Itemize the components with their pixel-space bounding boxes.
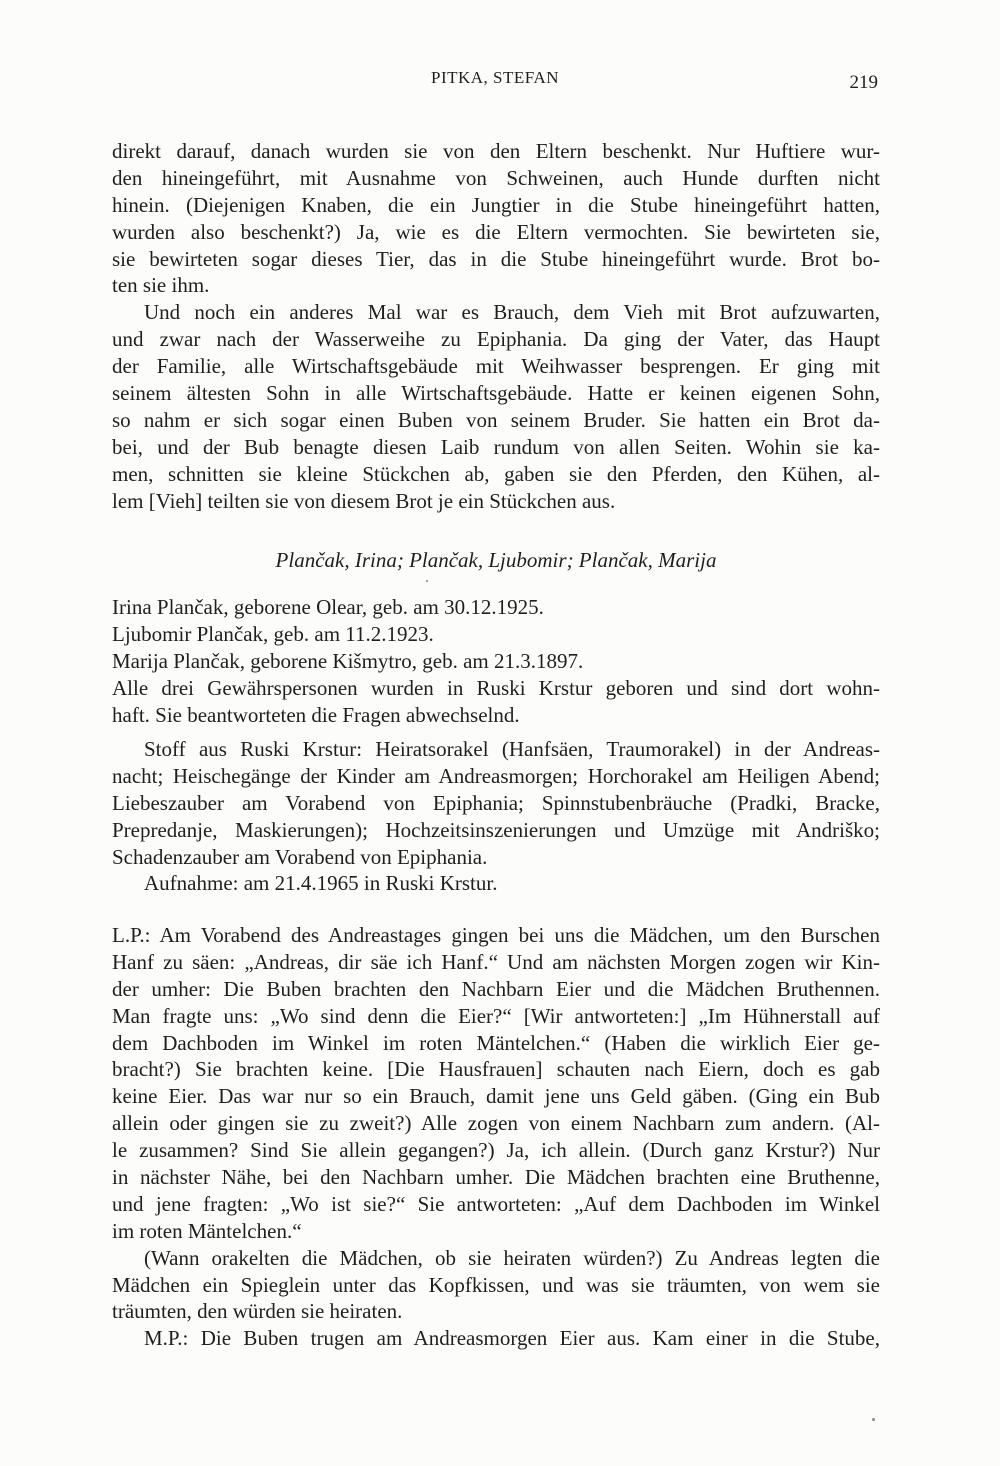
informant-line: Ljubomir Plančak, geb. am 11.2.1923. <box>112 621 434 646</box>
text-line: Mädchen ein Spieglein unter das Kopfkissen, und was sie träumten, von wem sie <box>112 1272 880 1297</box>
text-line: dem Dachboden im Winkel im roten Mäntelchen.“ (Haben die wirklich Eier ge- <box>112 1030 880 1055</box>
informant-line: Marija Plančak, geborene Kišmytro, geb. am 21.3.1897. <box>112 648 584 673</box>
text-line: direkt darauf, danach wurden sie von den Eltern beschenkt. Nur Huftiere wur- <box>112 139 880 163</box>
text-line: ten sie ihm. <box>112 273 210 298</box>
informant-line: Irina Plančak, geborene Olear, geb. am 30.12.1925. <box>112 595 544 619</box>
text-line: M.P.: Die Buben trugen am Andreasmorgen Eier aus. Kam einer in die Stube, <box>144 1326 880 1351</box>
text-line: nacht; Heischegänge der Kinder am Andreasmorgen; Horchorakel am Heiligen Abend; <box>112 763 880 788</box>
text-line: der Familie, alle Wirtschaftsgebäude mit Weihwasser besprengen. Er ging mit <box>112 354 880 379</box>
text-line: le zusammen? Sind Sie allein gegangen?) Ja, ich allein. (Durch ganz Krstur?) Nur <box>112 1138 880 1163</box>
text-line: wurden also beschenkt?) Ja, wie es die Eltern vermochten. Sie bewirteten sie, <box>112 219 880 244</box>
text-line: Und noch ein anderes Mal war es Brauch, dem Vieh mit Brot aufzuwarten, <box>144 300 880 325</box>
text-line: sie bewirteten sogar dieses Tier, das in die Stube hineingeführt wurde. Brot bo- <box>112 246 880 271</box>
text-line: Prepredanje, Maskierungen); Hochzeitsinszenierungen und Umzüge mit Andriško; <box>112 817 880 842</box>
text-line: (Wann orakelten die Mädchen, ob sie heiraten würden?) Zu Andreas legten die <box>144 1245 880 1270</box>
text-line: hinein. (Diejenigen Knaben, die ein Jungtier in die Stube hineingeführt hatten, <box>112 192 880 217</box>
text-line: Stoff aus Ruski Krstur: Heiratsorakel (Hanfsäen, Traumorakel) in der Andreas- <box>144 737 880 761</box>
running-head <box>112 68 878 98</box>
text-line: im roten Mäntelchen.“ <box>112 1218 302 1243</box>
text-line: bracht?) Sie brachten keine. [Die Hausfrauen] schauten nach Eiern, doch es gab <box>112 1057 880 1082</box>
text-line: träumten, den würden sie heiraten. <box>112 1299 403 1324</box>
text-line: men, schnitten sie kleine Stückchen ab, gaben sie den Pferden, den Kühen, al- <box>112 461 880 486</box>
page-number: 219 <box>849 72 878 93</box>
continuation-text <box>112 138 880 514</box>
section-heading: Plančak, Irina; Plančak, Ljubomir; Plančak, Marija <box>275 548 717 572</box>
text-line: Schadenzauber am Vorabend von Epiphania. <box>112 844 488 869</box>
text-line: seinem ältesten Sohn in alle Wirtschaftsgebäude. Hatte er keinen eigenen Sohn, <box>112 381 880 406</box>
paper-speck <box>426 580 428 582</box>
text-line: Hanf zu säen: „Andreas, dir säe ich Hanf.“ Und am nächsten Morgen zogen wir Kin- <box>112 949 880 974</box>
informant-line: Alle drei Gewährspersonen wurden in Ruski Krstur geboren und sind dort wohn- <box>112 675 880 700</box>
text-line: der umher: Die Buben brachten den Nachbarn Eier und die Mädchen Bruthennen. <box>112 976 880 1001</box>
text-line: Liebeszauber am Vorabend von Epiphania; Spinnstubenbräuche (Pradki, Bracke, <box>112 790 880 815</box>
running-title: PITKA, STEFAN <box>430 68 560 87</box>
paper-speck <box>872 1418 875 1421</box>
material-summary <box>112 736 880 897</box>
text-line: so nahm er sich sogar einen Buben von seinem Bruder. Sie hatten ein Brot da- <box>112 407 880 432</box>
text-line: keine Eier. Das war nur so ein Brauch, damit jene uns Geld gäben. (Ging ein Bub <box>112 1084 880 1109</box>
recording-date: Aufnahme: am 21.4.1965 in Ruski Krstur. <box>144 871 498 896</box>
informant-list <box>112 594 880 728</box>
text-line: bei, und der Bub benagte diesen Laib rundum von allen Seiten. Wohin sie ka- <box>112 434 880 459</box>
text-line: und jene fragten: „Wo ist sie?“ Sie antworteten: „Auf dem Dachboden im Winkel <box>112 1191 880 1216</box>
text-line: L.P.: Am Vorabend des Andreastages gingen bei uns die Mädchen, um den Burschen <box>112 923 880 947</box>
text-line: lem [Vieh] teilten sie von diesem Brot je ein Stückchen aus. <box>112 488 616 513</box>
text-line: Man fragte uns: „Wo sind denn die Eier?“ [Wir antworteten:] „Im Hühnerstall auf <box>112 1003 880 1028</box>
text-line: allein oder gingen sie zu zweit?) Alle zogen von einem Nachbarn zum andern. (Al- <box>112 1111 880 1136</box>
informant-line: haft. Sie beantworteten die Fragen abwechselnd. <box>112 702 520 727</box>
text-line: und zwar nach der Wasserweihe zu Epiphania. Da ging der Vater, das Haupt <box>112 327 880 352</box>
text-line: den hineingeführt, mit Ausnahme von Schweinen, auch Hunde durften nicht <box>112 165 880 190</box>
text-line: in nächster Nähe, bei den Nachbarn umher. Die Mädchen brachten eine Bruthenne, <box>112 1165 880 1190</box>
interview-transcript <box>112 922 880 1352</box>
